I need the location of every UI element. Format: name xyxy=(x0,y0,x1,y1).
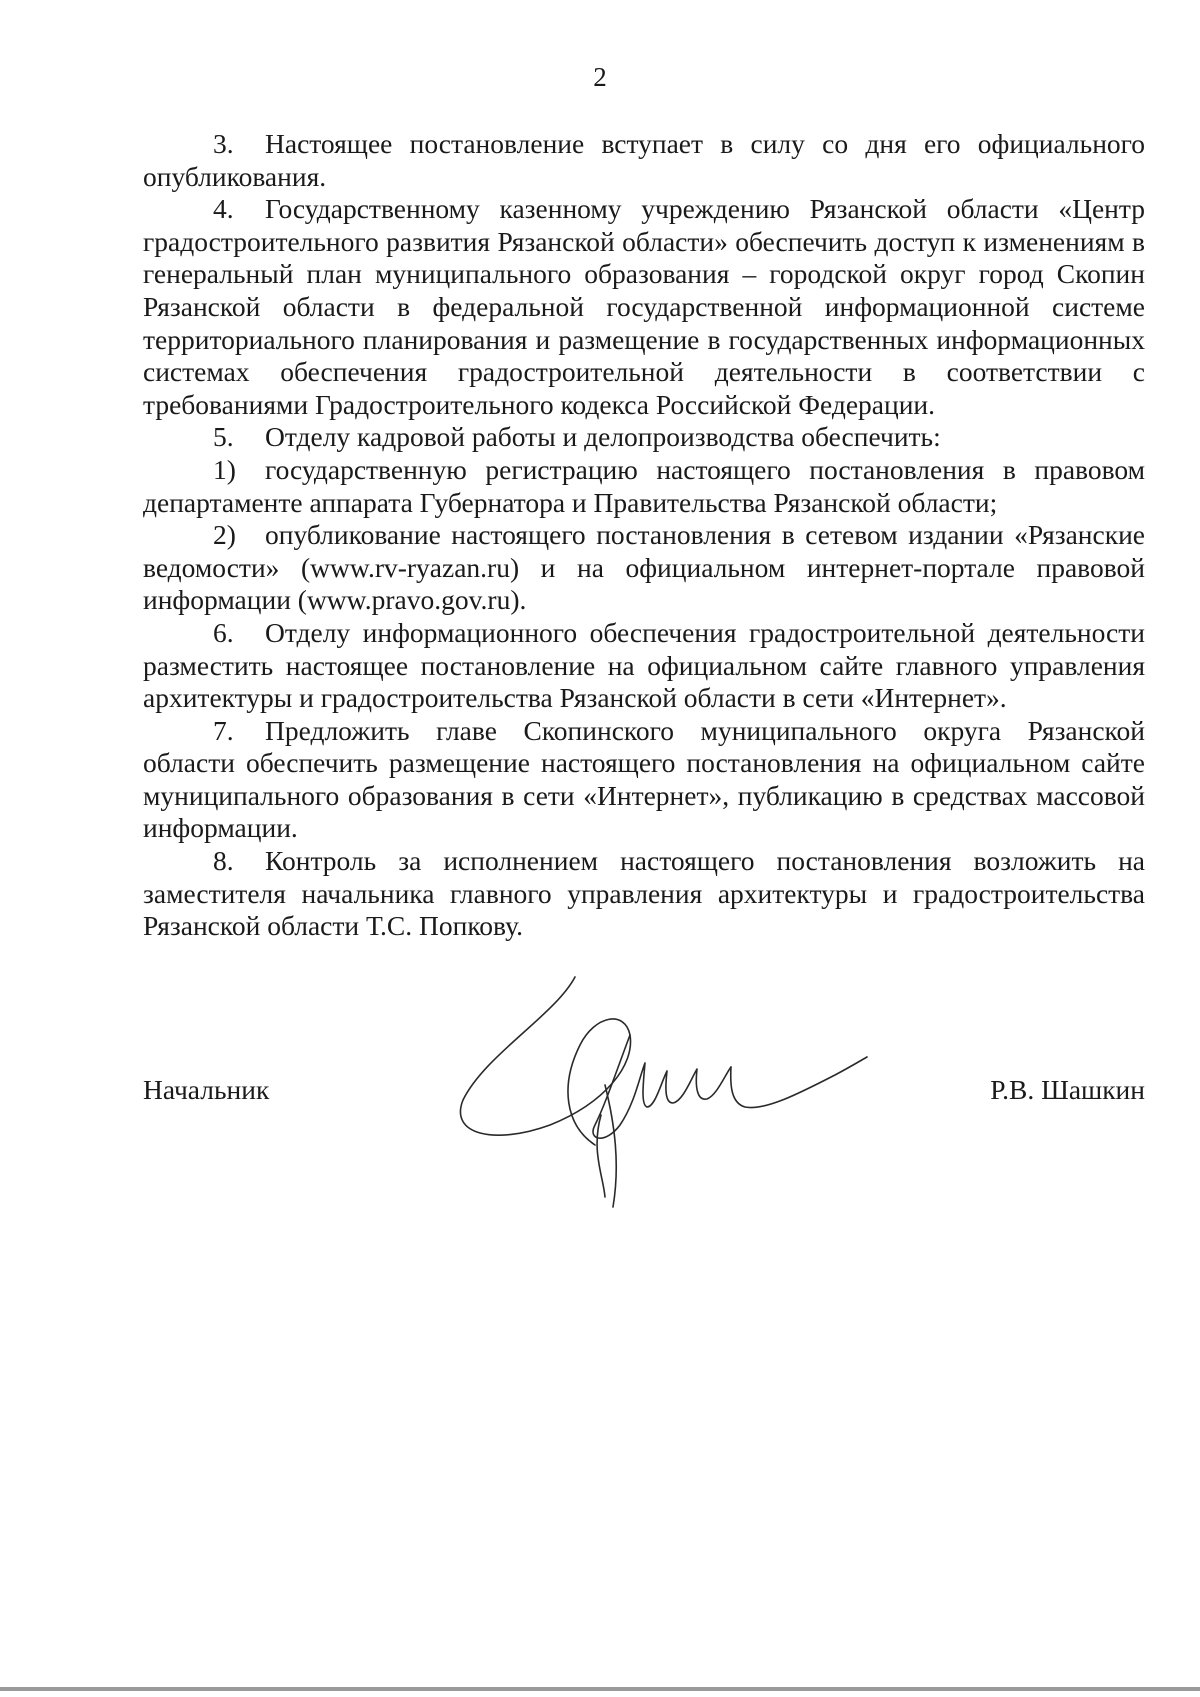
document-body xyxy=(143,128,1145,943)
subparagraph-1 xyxy=(143,454,1145,519)
handwritten-signature xyxy=(455,975,875,1210)
paragraph-number: 5. xyxy=(213,421,234,453)
paragraph-text: Контроль за исполнением настоящего постановления возложить на заместителя начальника главного управления архитектуры и градостроительства Рязанской области Т.С. Попкову. xyxy=(143,845,1145,942)
paragraph-number: 3. xyxy=(213,128,234,159)
paragraph-7 xyxy=(143,715,1145,845)
paragraph-text: Настоящее постановление вступает в силу со дня его официального опубликования. xyxy=(143,128,1145,192)
paragraph-text: опубликование настоящего постановления в сетевом издании «Рязанские ведомости» (www.rv-ryazan.ru) и на официальном интернет-портале правовой информации (www.pravo.gov.ru). xyxy=(143,519,1145,616)
paragraph-3 xyxy=(143,128,1145,193)
signatory-name: Р.В. Шашкин xyxy=(990,1074,1145,1105)
page-number: 2 xyxy=(593,62,607,92)
paragraph-5 xyxy=(143,421,1145,454)
paragraph-number: 2) xyxy=(213,519,236,551)
paragraph-4 xyxy=(143,193,1145,421)
paragraph-text: Отделу информационного обеспечения градостроительной деятельности разместить настоящее постановление на официальном сайте главного управления архитектуры и градостроительства Рязанской области в сети «Интернет». xyxy=(143,616,1145,714)
paragraph-number: 1) xyxy=(213,453,236,485)
paragraph-text: Предложить главе Скопинского муниципального округа Рязанской области обеспечить размещение настоящего постановления на официальном сайте муниципального образования в сети «Интернет», публикацию в средствах массовой информации. xyxy=(143,714,1145,844)
paragraph-number: 7. xyxy=(213,714,234,746)
paragraph-6 xyxy=(143,617,1145,715)
paragraph-8 xyxy=(143,845,1145,943)
paragraph-number: 6. xyxy=(213,616,234,648)
paragraph-text: Государственному казенному учреждению Рязанской области «Центр градостроительного развития Рязанской области» обеспечить доступ к изменениям в генеральный план муниципального образования – городской округ город Скопин Рязанской области в федеральной государственной информационной системе территориального планирования и размещение в государственных информационных системах обеспечения градостроительной деятельности в соответствии с требованиями Градостроительного кодекса Российской Федерации. xyxy=(143,193,1145,420)
subparagraph-2 xyxy=(143,519,1145,617)
paragraph-text: Отделу кадровой работы и делопроизводства обеспечить: xyxy=(265,421,941,453)
signatory-title: Начальник xyxy=(143,1074,270,1105)
paragraph-number: 8. xyxy=(213,845,234,877)
paragraph-text: государственную регистрацию настоящего постановления в правовом департаменте аппарата Губернатора и Правительства Рязанской области; xyxy=(143,453,1145,518)
paragraph-number: 4. xyxy=(213,193,234,225)
scan-edge-line xyxy=(0,1687,1200,1691)
